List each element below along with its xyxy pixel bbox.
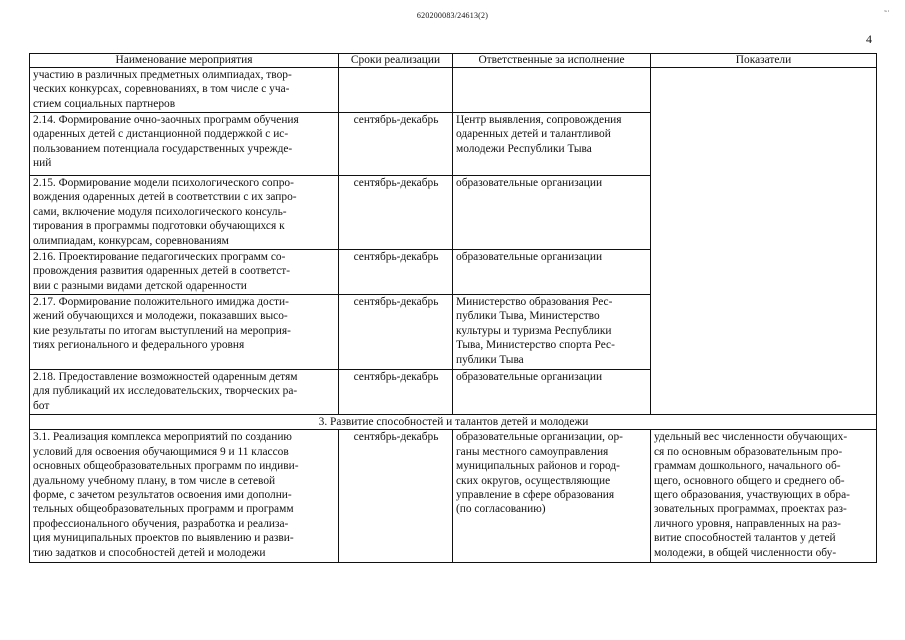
row-period [339, 295, 453, 370]
row-responsible [453, 68, 651, 113]
scan-corner-mark: ˜˙ [884, 9, 890, 19]
row-responsible [453, 250, 651, 295]
header-name: Наименование мероприятия [30, 54, 339, 68]
row-period-text: сентябрь-декабрь [353, 296, 439, 308]
row-name-text: 2.14. Формирование очно-заочных программ обучения одаренных детей с дистанционной поддержкой с ис- пользованием потенциала государственных учрежде- ний [33, 114, 299, 170]
row-period [339, 113, 453, 176]
row-period [339, 68, 453, 113]
row-responsible-text: образовательные организации [456, 251, 603, 263]
section-title: 3. Развитие способностей и талантов детей и молодежи [30, 415, 877, 430]
row-responsible [453, 430, 651, 563]
row-responsible-text: образовательные организации, ор- ганы местного самоуправления муниципальных районов и город- ских округов, осуществляющие управление в сфере образования (по согласованию) [456, 431, 623, 516]
row-period-text: сентябрь-декабрь [353, 371, 439, 383]
row-period-text: сентябрь-декабрь [353, 431, 439, 444]
row-responsible [453, 295, 651, 370]
row-name [30, 430, 339, 563]
header-period: Сроки реализации [339, 54, 453, 68]
row-responsible [453, 370, 651, 415]
table-header-row [30, 54, 877, 68]
row-responsible [453, 176, 651, 250]
row-name-text: участию в различных предметных олимпиадах, твор- ческих конкурсах, соревнованиях, в том числе с уча- стием социальных партнеров [33, 69, 292, 110]
row-period [339, 250, 453, 295]
table-row [30, 68, 877, 113]
table-row [30, 430, 877, 563]
row-responsible [453, 113, 651, 176]
row-name-text: 2.15. Формирование модели психологического сопро- вождения одаренных детей в соответствии с их запро- сами, включение модуля психологического консуль- тирования в программы подготовки обучающихся к олимпиадам, конкурсам, соревнованиям [33, 177, 297, 247]
row-period [339, 430, 453, 563]
row-responsible-text: образовательные организации [456, 177, 603, 189]
row-period [339, 176, 453, 250]
row-name-text: 2.17. Формирование положительного имиджа дости- жений обучающихся и молодежи, показавших высо- кие результаты по итогам выступлений на мероприя- тиях регионального и федерального уровня [33, 296, 291, 352]
row-indicators-empty [651, 68, 877, 415]
document-id: 620200083/24613(2) [416, 11, 489, 20]
row-name-text: 2.16. Проектирование педагогических программ со- провождения развития одаренных детей в соответст- вии с разными видами детской одаренности [33, 251, 291, 292]
row-name [30, 68, 339, 113]
row-indicators-text: удельный вес численности обучающих- ся по основным образовательным про- граммам дошкольного, начального об- щего, основного общего и среднего об- щего образования, участвующих в обра- зовательных программах, проектах раз- личного уровня, направленных на раз- витие способностей талантов у детей молодежи, в общей численности обу- [654, 431, 850, 559]
row-name-text: 2.18. Предоставление возможностей одаренным детям для публикаций их исследовательских, творческих ра- бот [33, 371, 298, 412]
row-period-text: сентябрь-декабрь [353, 251, 439, 263]
row-period-text: сентябрь-декабрь [353, 177, 439, 189]
row-responsible-text: Министерство образования Рес- публики Тыва, Министерство культуры и туризма Республики Тыва, Министерство спорта Рес- публики Тыва [456, 296, 615, 366]
row-name-text: 3.1. Реализация комплекса мероприятий по созданию условий для освоения обучающимися 9 и 11 классов основных общеобразовательных программ по индиви- дуальному учебному плану, в том числе в сетевой форме, с зачетом результатов освоения ими дополни- тельных общеобразовательных программ и программ профессионального обучения, разработка и реализа- ция муниципальных проектов по выявлению и разви- тию задатков и способностей детей и молодежи [33, 431, 299, 559]
header-indicators: Показатели [651, 54, 877, 68]
row-indicators [651, 430, 877, 563]
row-responsible-text: Центр выявления, сопровождения одаренных детей и талантливой молодежи Республики Тыва [456, 114, 622, 155]
row-period [339, 370, 453, 415]
row-name [30, 370, 339, 415]
row-name [30, 250, 339, 295]
row-period-text: сентябрь-декабрь [353, 114, 439, 126]
page-number: 4 [866, 32, 872, 46]
row-name [30, 295, 339, 370]
header-responsible: Ответственные за исполнение [453, 54, 651, 68]
row-name [30, 113, 339, 176]
section-header-row [30, 415, 877, 430]
measures-table [29, 53, 877, 563]
row-name [30, 176, 339, 250]
row-responsible-text: образовательные организации [456, 371, 603, 383]
